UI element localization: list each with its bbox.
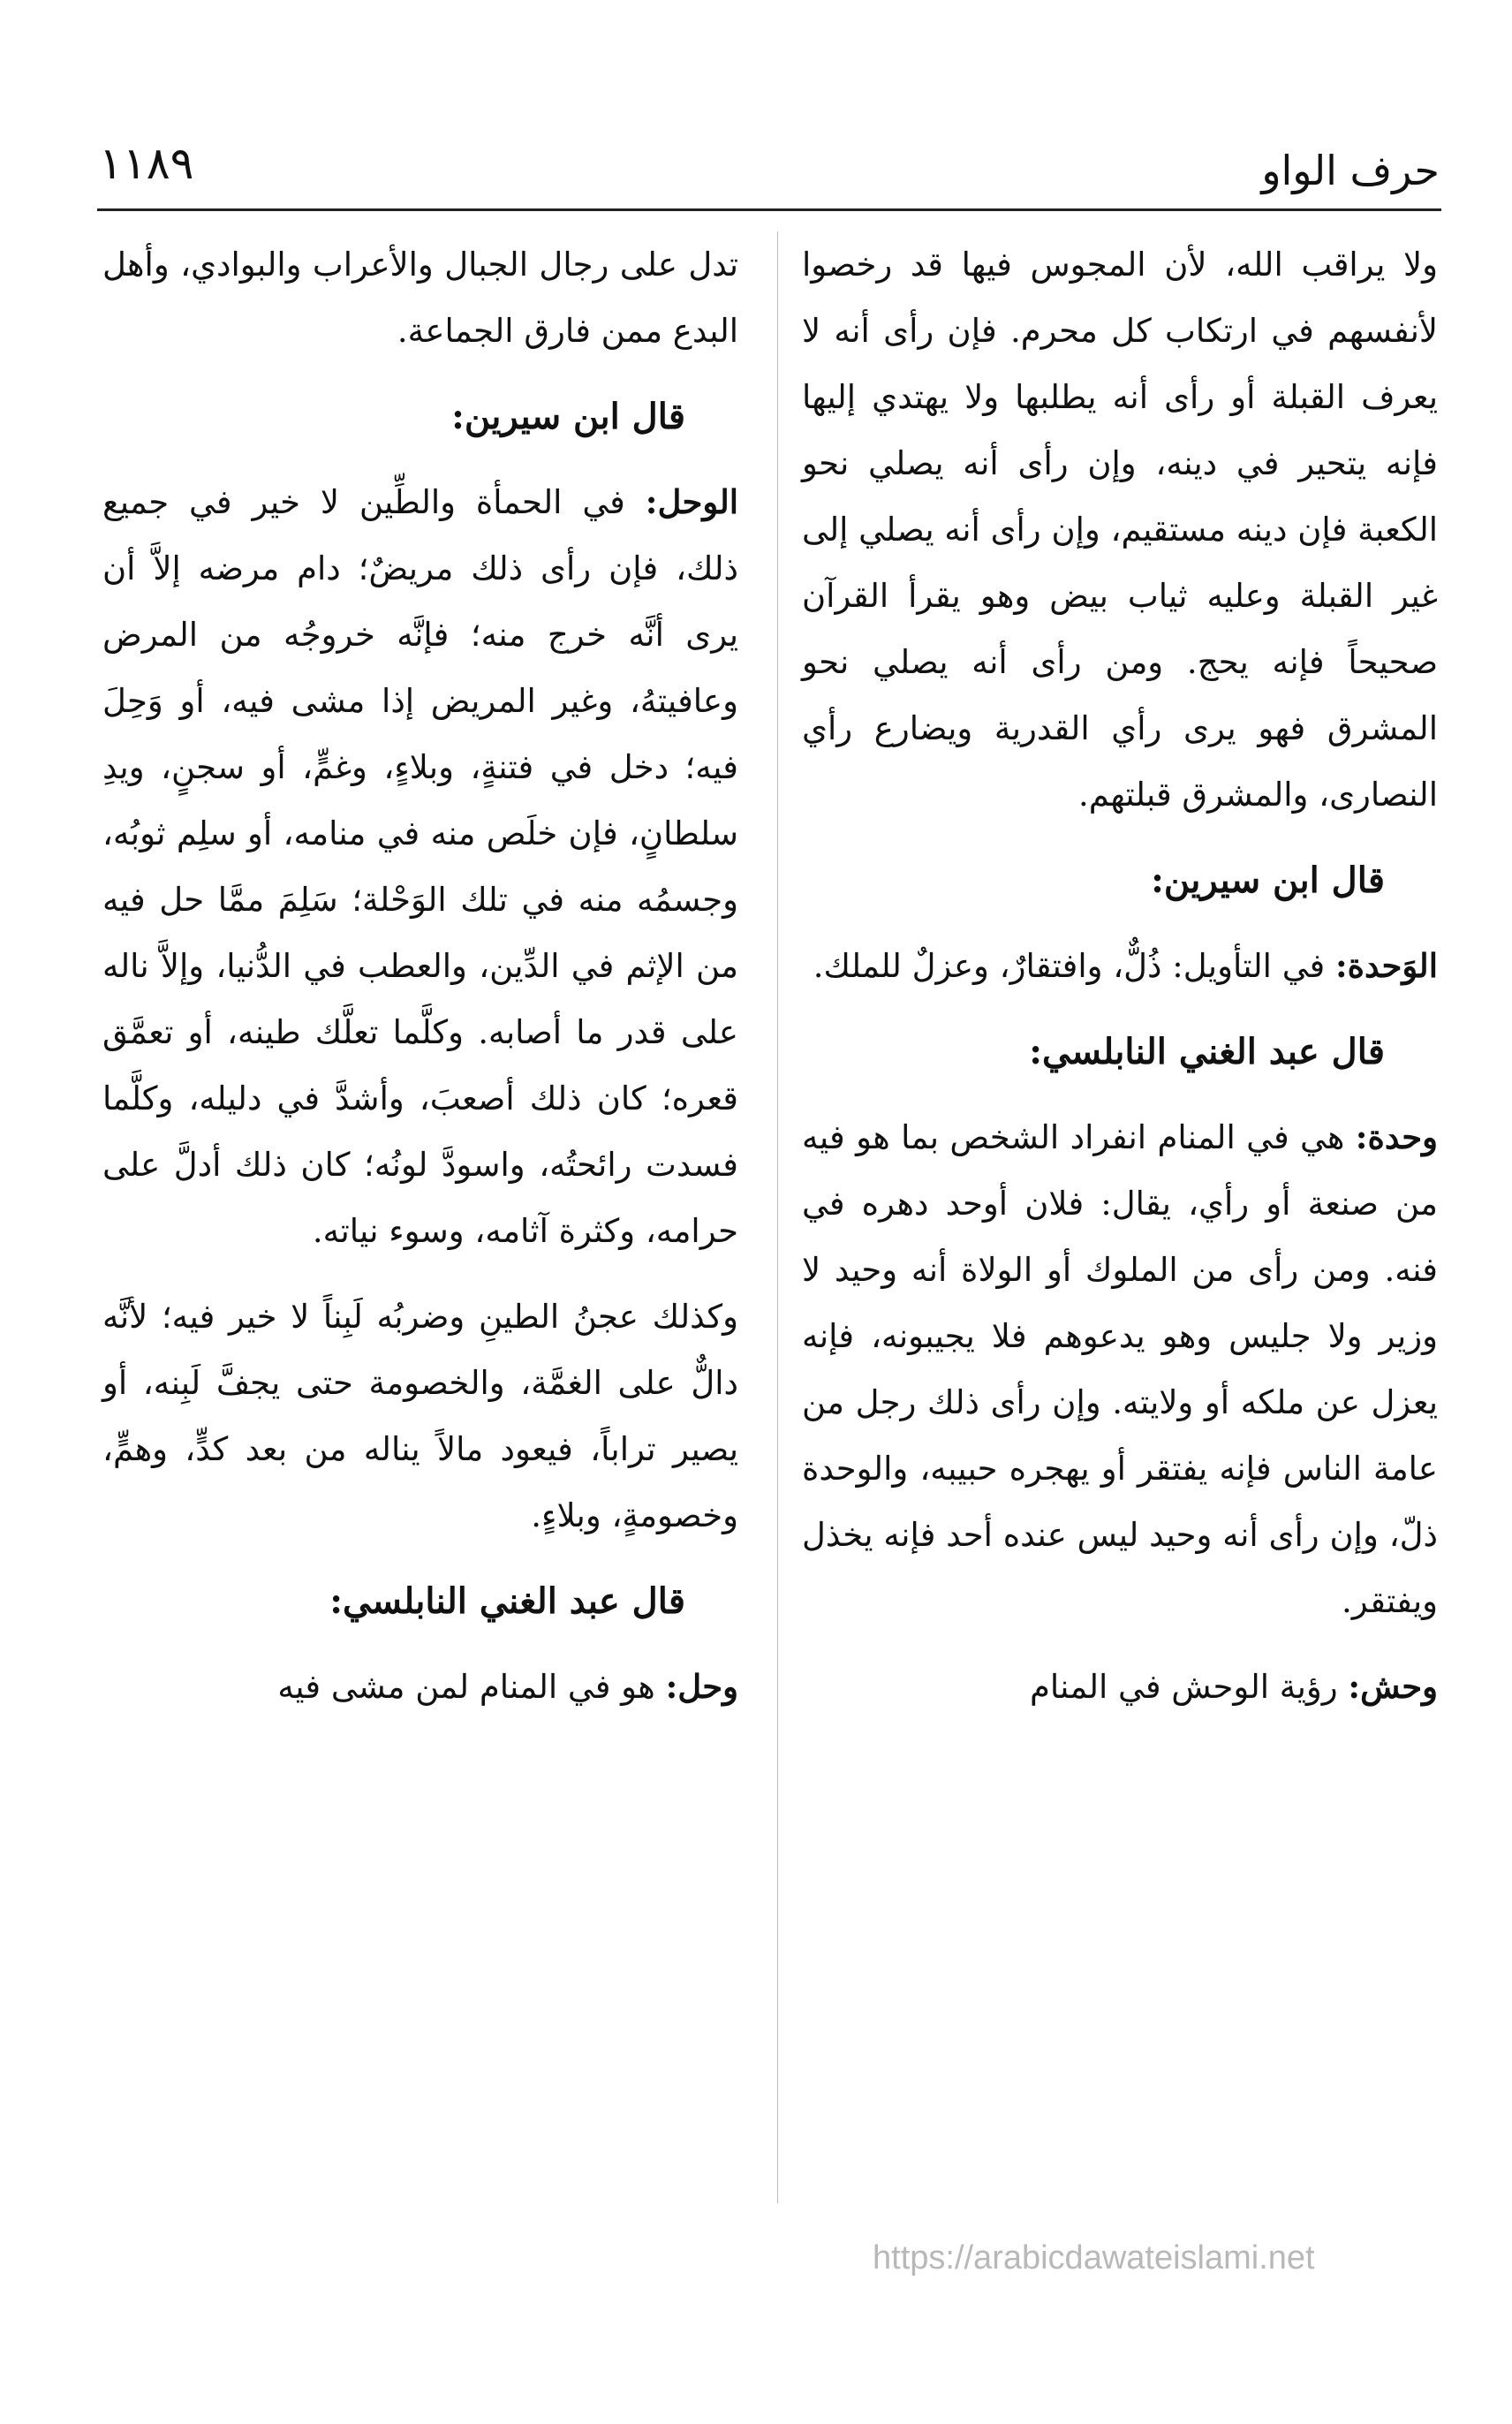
paragraph: وكذلك عجنُ الطينِ وضربُه لَبِناً لا خير فيه؛ لأنَّه دالٌّ على الغمَّة، والخصومة حتى يجفَّ لَبِنه، أو يصير تراباً، فيعود مالاً يناله من بعد كدٍّ، وهمٍّ، وخصومةٍ، وبلاءٍ. [102,1298,738,1534]
entry-paragraph [802,1104,1438,1634]
entry-paragraph [102,1654,738,1720]
entry-paragraph [802,1654,1438,1720]
section-heading: قال عبد الغني النابلسي: [329,1580,685,1622]
section-heading: قال ابن سيرين: [451,396,685,437]
section-heading: قال عبد الغني النابلسي: [1029,1031,1385,1072]
entry-paragraph [102,469,738,1264]
right-column [802,231,1438,1739]
watermark-url: https://arabicdawateislami.net [873,2239,1315,2276]
left-column [102,231,738,1739]
entry-term: الوحل: [645,482,738,521]
entry-term: وحدة: [1355,1117,1438,1156]
entry-term: وحش: [1348,1667,1438,1706]
entry-text: هو في المنام لمن مشى فيه [277,1668,666,1706]
entry-paragraph [802,933,1438,999]
paragraph: تدل على رجال الجبال والأعراب والبوادي، وأهل البدع ممن فارق الجماعة. [102,246,738,350]
column-divider [777,231,778,2203]
page-number: ١١٨٩ [99,138,194,189]
entry-text: هي في المنام انفراد الشخص بما هو فيه من صنعة أو رأي، يقال: فلان أوحد دهره في فنه. ومن رأى من الملوك أو الولاة أنه وحيد لا وزير ولا جليس وهو يدعوهم فلا يجيبونه، فإنه يعزل عن ملكه أو ولايته. وإن رأى ذلك رجل من عامة الناس فإنه يفتقر أو يهجره حبيبه، والوحدة ذلّ، وإن رأى أنه وحيد ليس عنده أحد فإنه يخذل ويفتقر. [802,1118,1438,1620]
entry-term: الوَحدة: [1334,946,1438,985]
header-rule [97,208,1441,211]
entry-text: رؤية الوحش في المنام [1029,1668,1349,1706]
section-heading: قال ابن سيرين: [1151,860,1385,901]
entry-text: في التأويل: ذُلٌّ، وافتقارٌ، وعزلٌ للملك. [813,947,1335,985]
chapter-header: حرف الواو [1261,147,1440,194]
paragraph: ولا يراقب الله، لأن المجوس فيها قد رخصوا لأنفسهم في ارتكاب كل محرم. فإن رأى أنه لا يعرف القبلة أو رأى أنه يطلبها ولا يهتدي إليها فإنه يتحير في دينه، وإن رأى أنه يصلي نحو الكعبة فإن دينه مستقيم، وإن رأى أنه يصلي إلى غير القبلة وعليه ثياب بيض وهو يقرأ القرآن صحيحاً فإنه يحج. ومن رأى أنه يصلي نحو المشرق فهو يرى رأي القدرية ويضارع رأي النصارى، والمشرق قبلتهم. [802,246,1438,814]
entry-text: في الحمأة والطِّين لا خير في جميع ذلك، فإن رأى ذلك مريضٌ؛ دام مرضه إلاَّ أن يرى أنَّه خرج منه؛ فإنَّه خروجُه من المرض وعافيتهُ، وغير المريض إذا مشى فيه، أو وَحِلَ فيه؛ دخل في فتنةٍ، وبلاءٍ، وغمٍّ، أو سجنٍ، ويدِ سلطانٍ، فإن خلَص منه في منامه، أو سلِم ثوبُه، وجسمُه منه في تلك الوَحْلة؛ سَلِمَ ممَّا حل فيه من الإثم في الدِّين، والعطب في الدُّنيا، وإلاَّ ناله على قدر ما أصابه. وكلَّما تعلَّك طينه، أو تعمَّق قعره؛ كان ذلك أصعبَ، وأشدَّ في دليله، وكلَّما فسدت رائحتُه، واسودَّ لونُه؛ كان ذلك أدلَّ على حرامه، وكثرة آثامه، وسوء نياته. [102,483,738,1250]
entry-term: وحل: [665,1667,738,1706]
